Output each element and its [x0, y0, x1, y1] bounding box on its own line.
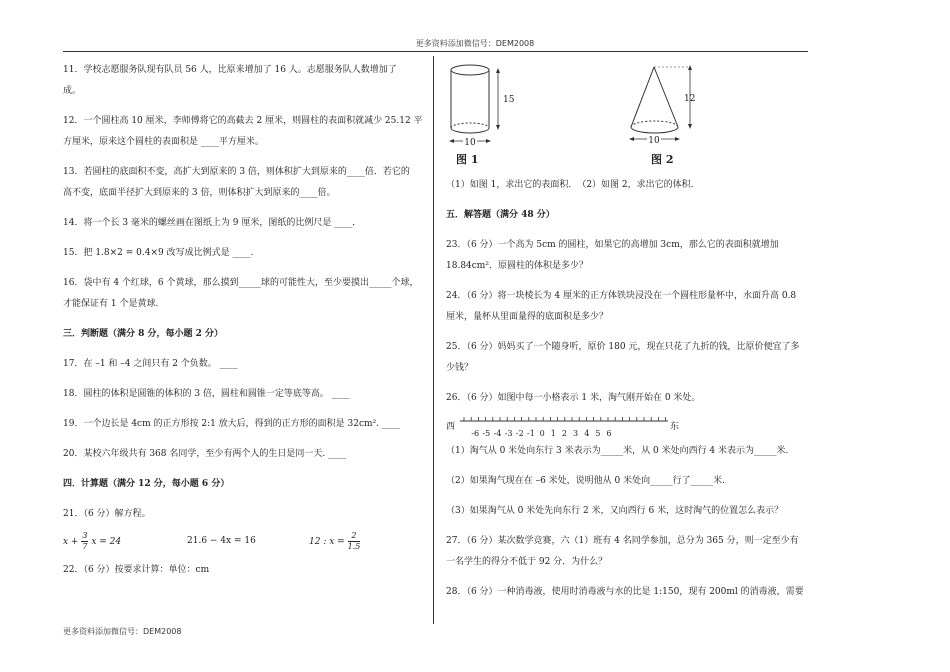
- question-26-2: （2）如果淘气现在在 –6 米处，说明他从 0 米处向_____行了_____米.: [446, 476, 725, 486]
- cylinder-figure: [446, 60, 556, 150]
- page-footer: 更多资料添加微信号：DEM2008: [63, 627, 182, 636]
- question-14: 14．将一个长 3 毫米的螺丝画在图纸上为 9 厘米，图纸的比例尺是 ____．: [63, 218, 362, 228]
- question-16: 16．袋中有 4 个红球，6 个黄球，那么摸到_____球的可能性大，至少要摸出_____个球， 才能保证有 1 个是黄球.: [63, 278, 419, 309]
- figure-1-caption: 图 1: [456, 153, 479, 166]
- number-line-label: 1: [550, 429, 556, 438]
- figures: [446, 60, 810, 175]
- question-20: 20．某校六年级共有 368 名同学，至少有两个人的生日是同一天. ____: [63, 449, 347, 459]
- number-line-label: 0: [539, 429, 545, 438]
- number-line-label: 2: [561, 429, 567, 438]
- fraction: $\frac{2}{1.5}$: [347, 531, 361, 551]
- figure-question: （1）如图 1，求出它的表面积． （2）如图 2，求出它的体积．: [446, 180, 700, 190]
- number-line-label: -4: [493, 429, 502, 438]
- number-line-label: 3: [573, 429, 579, 438]
- question-23: 23．（6 分）一个高为 5cm 的圆柱，如果它的高增加 3cm，那么它的表面积就增加 18.84cm²．原圆柱的体积是多少？: [446, 240, 779, 271]
- section-3-title: 三．判断题（满分 8 分，每小题 2 分）: [63, 329, 224, 339]
- question-13: 13．若圆柱的底面积不变，高扩大到原来的 3 倍，则体积扩大到原来的____倍．若它的 高不变，底面半径扩大到原来的 3 倍，则体积扩大到原来的____倍。: [63, 167, 410, 198]
- cone-figure: [626, 60, 736, 150]
- question-28: 28．（6 分）一种消毒液，使用时消毒液与水的比是 1:150，现有 200ml 的消毒液，需要: [446, 587, 804, 597]
- equation-3: 12 : x = $\frac{2}{1.5}$: [309, 531, 361, 551]
- section-4-title: 四．计算题（满分 12 分，每小题 6 分）: [63, 479, 230, 489]
- question-25: 25．（6 分）妈妈买了一个随身听，原价 180 元，现在只花了九折的钱，比原价便宜了多 少钱？: [446, 342, 800, 373]
- question-26: 26．（6 分）如图中每一小格表示 1 米，淘气刚开始在 0 米处。: [446, 393, 701, 403]
- header-rule: [63, 51, 808, 52]
- cylinder-diameter-label: 10: [464, 138, 476, 148]
- question-27: 27．（6 分）某次数学竞赛，六（1）班有 4 名同学参加，总分为 365 分，则一定至少有 一名学生的得分不低于 92 分．为什么？: [446, 536, 799, 567]
- question-17: 17．在 –1 和 –4 之间只有 2 个负数。 ____: [63, 359, 238, 369]
- question-15: 15．把 1.8×2 = 0.4×9 改写成比例式是 ____.: [63, 248, 254, 258]
- section-5-title: 五．解答题（满分 48 分）: [446, 210, 555, 220]
- number-line-label: -1: [527, 429, 535, 438]
- number-line-east: 东: [670, 422, 680, 432]
- fraction: $\frac{3}{7}$: [82, 531, 88, 551]
- number-line-label: 5: [595, 429, 601, 438]
- question-11: 11．学校志愿服务队现有队员 56 人，比原来增加了 16 人。志愿服务队人数增加了 成。: [63, 65, 397, 96]
- cone-diameter-label: 10: [648, 136, 660, 146]
- number-line-label: 4: [584, 429, 590, 438]
- question-26-1: （1）淘气从 0 米处向东行 3 米表示为_____米，从 0 米处向西行 4 米表示为_____米.: [446, 446, 789, 456]
- question-22: 22．（6 分）按要求计算：单位：cm: [63, 565, 210, 575]
- question-12: 12．一个圆柱高 10 厘米，李师傅将它的高截去 2 厘米，则圆柱的表面积就减少 25.12 平 方厘米，原来这个圆柱的表面积是 ____平方厘米。: [63, 116, 423, 147]
- number-line-label: -2: [515, 429, 524, 438]
- right-column: [446, 60, 810, 603]
- number-line-label: 6: [606, 429, 612, 438]
- equation-1: x + $\frac{3}{7}$ x = 24: [63, 531, 122, 551]
- figure-2-caption: 图 2: [651, 153, 674, 166]
- question-21: 21．（6 分）解方程。: [63, 509, 151, 519]
- question-24: 24．（6 分）将一块棱长为 4 厘米的正方体铁块浸没在一个圆柱形量杯中，水面升高 0.8 厘米，量杯从里面量得的底面积是多少？: [446, 291, 797, 322]
- number-line-label: -3: [504, 429, 513, 438]
- cylinder-height-label: 15: [503, 95, 515, 105]
- equation-row: [63, 525, 429, 555]
- page-header: 更多资料添加微信号：DEM2008: [415, 39, 535, 48]
- question-18: 18．圆柱的体积是圆锥的体积的 3 倍，圆柱和圆锥一定等底等高。 ____: [63, 389, 350, 399]
- question-19: 19．一个边长是 4cm 的正方形按 2:1 放大后，得到的正方形的面积是 32cm². ____: [63, 419, 400, 429]
- column-divider: [433, 56, 434, 624]
- number-line-west: 西: [446, 422, 456, 432]
- number-line-label: -5: [482, 429, 491, 438]
- cone-height-label: 12: [684, 94, 696, 104]
- number-line-label: -6: [471, 429, 480, 438]
- equation-2: 21.6 − 4x = 16: [187, 536, 256, 546]
- left-column: [63, 60, 429, 581]
- question-26-3: （3）如果淘气从 0 米处先向东行 2 米，又向西行 6 米，这时淘气的位置怎么表示？: [446, 506, 784, 516]
- number-line: [446, 409, 810, 441]
